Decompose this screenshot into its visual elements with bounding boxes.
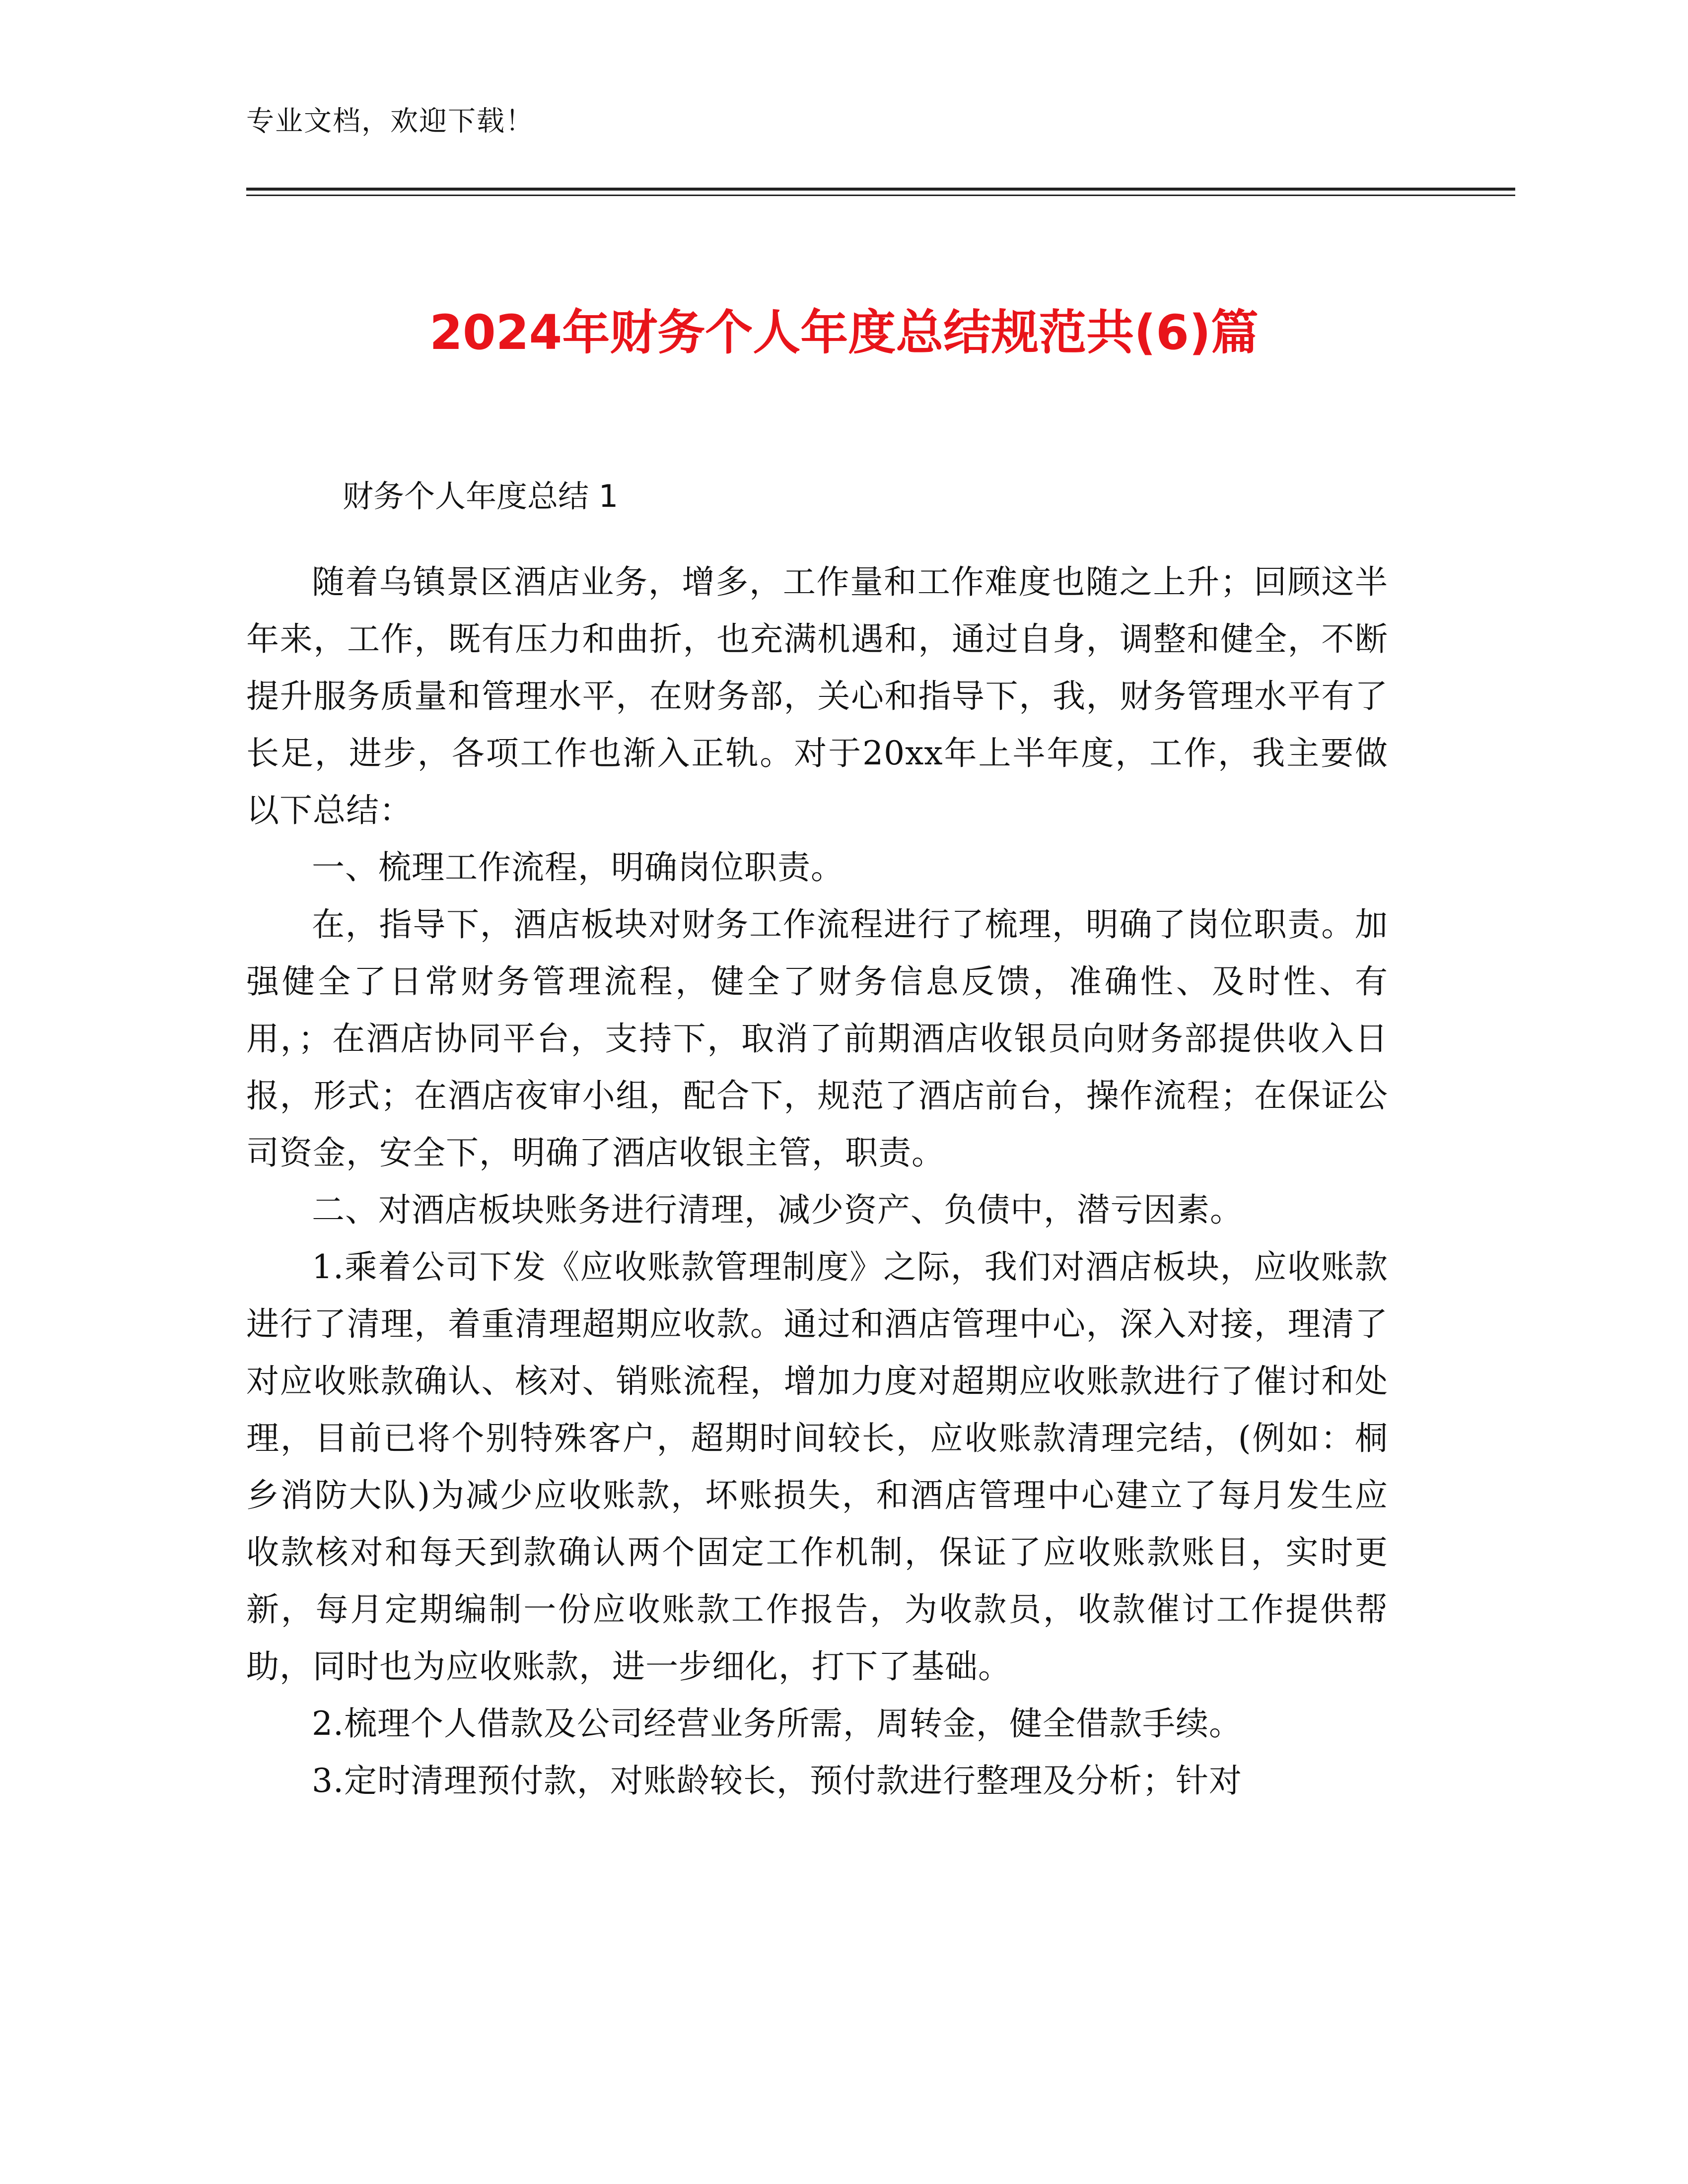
header-divider-thin <box>246 195 1515 196</box>
paragraph-intro: 随着乌镇景区酒店业务，增多，工作量和工作难度也随之上升；回顾这半年来，工作，既有压力和曲折，也充满机遇和，通过自身，调整和健全，不断提升服务质量和管理水平，在财务部，关心和指导下，我，财务管理水平有了长足，进步，各项工作也渐入正轨。对于20xx年上半年度，工作，我主要做以下总结： <box>246 563 1388 829</box>
paragraph-loans: 2.梳理个人借款及公司经营业务所需，周转金，健全借款手续。 <box>312 1705 1242 1743</box>
document-title: 2024年财务个人年度总结规范共(6)篇 <box>429 305 1259 360</box>
paragraph-heading-2: 二、对酒店板块账务进行清理，减少资产、负债中，潜亏因素。 <box>312 1191 1243 1229</box>
page-header-note: 专业文档，欢迎下载！ <box>246 105 534 137</box>
paragraph-receivables: 1.乘着公司下发《应收账款管理制度》之际，我们对酒店板块，应收账款进行了清理，着重清理超期应收款。通过和酒店管理中心，深入对接，理清了对应收账款确认、核对、销账流程，增加力度对超期应收账款进行了催讨和处理，目前已将个别特殊客户，超期时间较长，应收账款清理完结，(例如：桐乡消防大队)为减少应收账款，坏账损失，和酒店管理中心建立了每月发生应收款核对和每天到款确认两个固定工作机制，保证了应收账款账目，实时更新，每月定期编制一份应收账款工作报告，为收款员，收款催讨工作提供帮助，同时也为应收账款，进一步细化，打下了基础。 <box>246 1248 1388 1686</box>
paragraph-heading-1: 一、梳理工作流程，明确岗位职责。 <box>312 848 844 887</box>
paragraph-workflow: 在，指导下，酒店板块对财务工作流程进行了梳理，明确了岗位职责。加强健全了日常财务管理流程，健全了财务信息反馈，准确性、及时性、有用，；在酒店协同平台，支持下，取消了前期酒店收银员向财务部提供收入日报，形式；在酒店夜审小组，配合下，规范了酒店前台，操作流程；在保证公司资金，安全下，明确了酒店收银主管，职责。 <box>246 905 1388 1172</box>
header-divider-thick <box>246 188 1515 191</box>
document-body <box>246 553 1388 1809</box>
paragraph-prepayments: 3.定时清理预付款，对账龄较长，预付款进行整理及分析；针对 <box>312 1762 1242 1800</box>
section-heading: 财务个人年度总结 1 <box>343 478 619 514</box>
